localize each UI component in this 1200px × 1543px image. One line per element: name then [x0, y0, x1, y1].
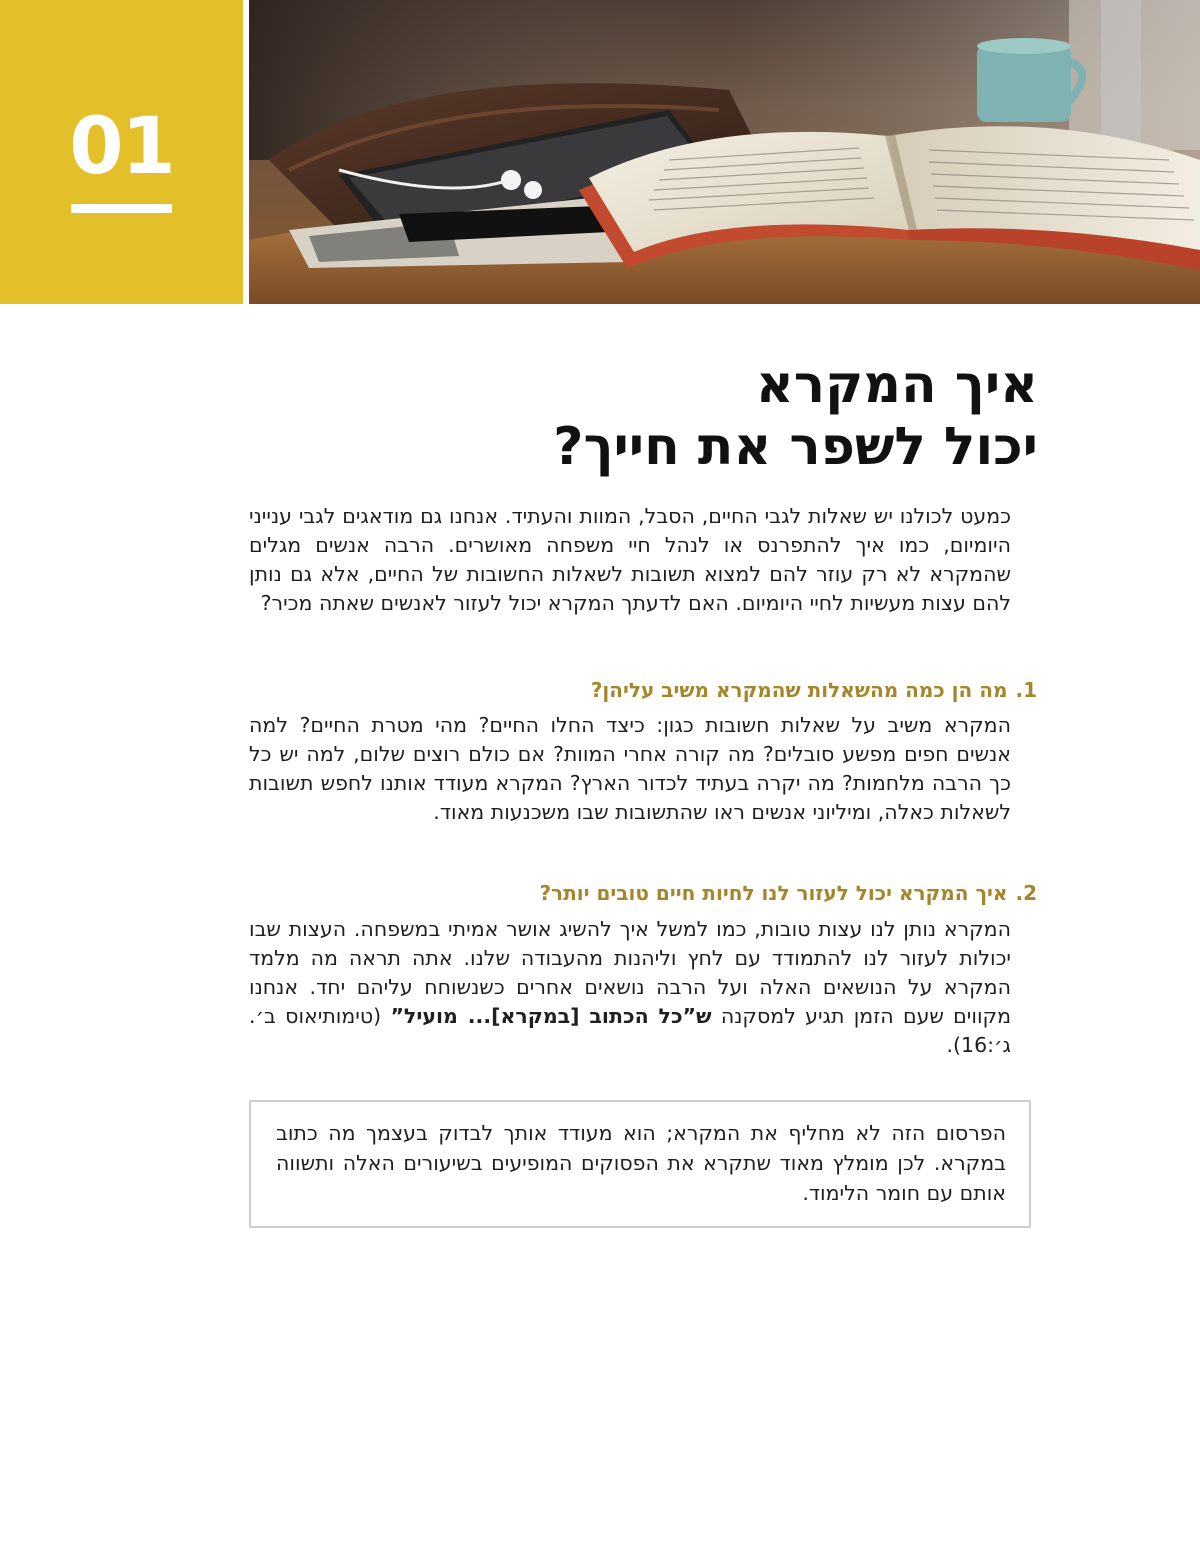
lesson-number-block: [0, 0, 243, 304]
question-2-title: איך המקרא יכול לעזור לנו לחיות חיים טובים יותר?: [539, 881, 1008, 905]
note-box: [249, 1100, 1031, 1228]
question-1-heading: [247, 676, 1037, 704]
page-title-line1: איך המקרא: [755, 355, 1038, 415]
header-photo: [249, 0, 1200, 304]
intro-paragraph: כמעט לכולנו יש שאלות לגבי החיים, הסבל, המוות והעתיד. אנחנו גם מודאגים לגבי ענייני היומיום, כמו איך להתפרנס או לנהל חיי משפחה מאושרים. הרבה אנשים מגלים שהמקרא לא רק עוזר להם למצוא תשובות לשאלות החשובות של החיים, אלא גם נותן להם עצות מעשיות לחיי היומיום. האם לדעתך המקרא יכול לעזור לאנשים שאתה מכיר?: [249, 504, 1011, 615]
question-1-number: 1.: [1015, 678, 1037, 702]
question-2-answer-quote: ש”כל הכתוב [במקרא]... מועיל”: [390, 1004, 712, 1028]
book-on-table-photo: [249, 0, 1200, 304]
header: [0, 0, 1200, 304]
lesson-number: 01: [69, 102, 174, 192]
page-title: [278, 354, 1038, 478]
question-2-heading: [247, 879, 1037, 907]
question-2-answer-reference: (טימותיאוס ב׳. ג׳:16).: [249, 1004, 1011, 1057]
question-2-number: 2.: [1015, 881, 1037, 905]
page-title-line2: יכול לשפר את חייך?: [553, 417, 1038, 477]
question-2-answer-part1: המקרא נותן לנו עצות טובות, כמו למשל איך להשיג אושר אמיתי במשפחה. העצות שבו יכולות לעזור לנו להתמודד עם לחץ וליהנות מהעבודה שלנו. אתה תראה מה מלמד המקרא על הנושאים האלה ועל הרבה נושאים אחרים כשנשוחח עליהם יחד. אנחנו מקווים שעם הזמן תגיע למסקנה: [249, 917, 1012, 1028]
question-1-answer: המקרא משיב על שאלות חשובות כגון: כיצד החלו החיים? מהי מטרת החיים? למה אנשים חפים מפשע סובלים? מה קורה אחרי המוות? אם כולם רוצים שלום, למה יש כל כך הרבה מלחמות? מה יקרה בעתיד לכדור הארץ? המקרא מעודד אותנו לחפש תשובות לשאלות כאלה, ומיליוני אנשים ראו שהתשובות שבו משכנעות מאוד.: [249, 713, 1011, 824]
lesson-number-underline: [71, 204, 172, 213]
question-1-title: מה הן כמה מהשאלות שהמקרא משיב עליהן?: [590, 678, 1008, 702]
question-2-answer: [249, 915, 1011, 1060]
note-text: הפרסום הזה לא מחליף את המקרא; הוא מעודד אותך לבדוק בעצמך מה כתוב במקרא. לכן מומלץ מאוד שתקרא את הפסוקים המופיעים בשיעורים האלה ותשווה אותם עם חומר הלימוד.: [276, 1121, 1006, 1205]
